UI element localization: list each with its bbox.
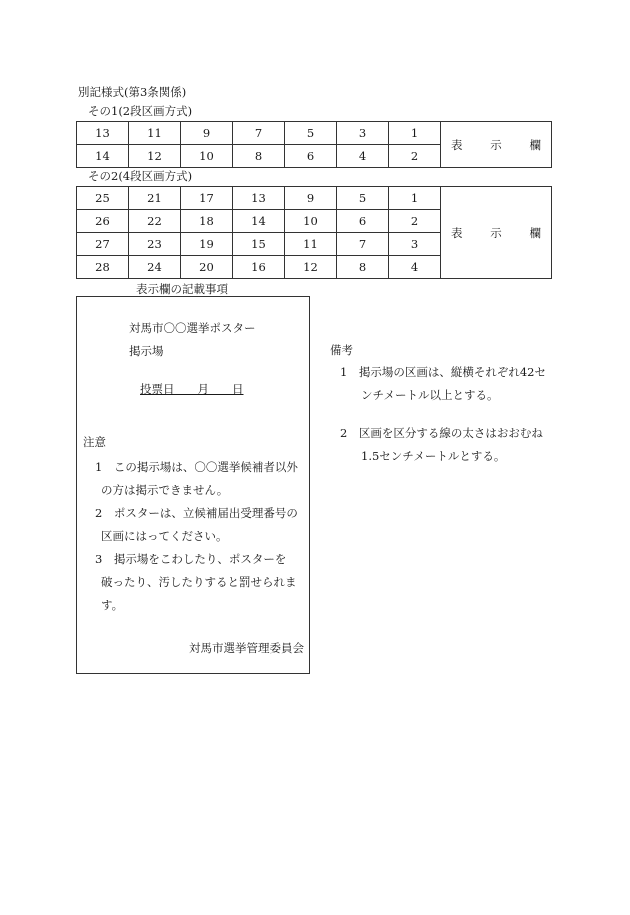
cell: 13 <box>77 122 129 145</box>
label-char: 欄 <box>529 137 541 152</box>
cell: 28 <box>77 256 129 279</box>
remarks-item2-line2: 1.5センチメートルとする。 <box>361 449 506 463</box>
caution3-line3: す。 <box>101 598 124 612</box>
cell: 19 <box>181 233 233 256</box>
cell: 5 <box>285 122 337 145</box>
remarks-item1-line1: 1 掲示場の区画は、縦横それぞれ42セ <box>340 365 546 379</box>
cell: 12 <box>129 145 181 168</box>
vote-day: 投票日 月 日 <box>140 382 244 396</box>
cell: 6 <box>337 210 389 233</box>
table-row <box>77 122 552 145</box>
cell: 7 <box>233 122 285 145</box>
notice-title-line1: 対馬市〇〇選挙ポスター <box>129 321 256 335</box>
cell: 14 <box>233 210 285 233</box>
caution-heading: 注意 <box>83 435 106 449</box>
form-title: 別記様式(第3条関係) <box>78 85 187 99</box>
cell: 22 <box>129 210 181 233</box>
cell: 4 <box>337 145 389 168</box>
remarks-item1-line2: ンチメートル以上とする。 <box>361 388 499 402</box>
cell: 24 <box>129 256 181 279</box>
caution3-line1: 3 掲示場をこわしたり、ポスターを <box>95 552 287 566</box>
label-char: 表 <box>451 225 463 240</box>
label-char: 示 <box>490 225 502 240</box>
cell: 1 <box>389 122 441 145</box>
label-char: 示 <box>490 137 502 152</box>
cell: 8 <box>233 145 285 168</box>
label-char: 表 <box>451 137 463 152</box>
notice-caption: 表示欄の記載事項 <box>136 282 228 296</box>
cell: 18 <box>181 210 233 233</box>
cell: 25 <box>77 187 129 210</box>
issuer: 対馬市選挙管理委員会 <box>189 641 304 655</box>
cell: 4 <box>389 256 441 279</box>
cell: 9 <box>285 187 337 210</box>
cell: 14 <box>77 145 129 168</box>
cell: 8 <box>337 256 389 279</box>
cell: 11 <box>129 122 181 145</box>
cell: 12 <box>285 256 337 279</box>
remarks-heading: 備考 <box>330 343 353 357</box>
caution2-line1: 2 ポスターは、立候補届出受理番号の <box>95 506 298 520</box>
table-row <box>77 187 552 210</box>
cell: 7 <box>337 233 389 256</box>
cell: 9 <box>181 122 233 145</box>
cell: 23 <box>129 233 181 256</box>
display-column-label <box>441 122 552 168</box>
cell: 26 <box>77 210 129 233</box>
caution1-line1: 1 この掲示場は、〇〇選挙候補者以外 <box>95 460 298 474</box>
notice-panel <box>76 296 310 674</box>
notice-title-line2: 掲示場 <box>129 344 164 358</box>
cell: 2 <box>389 145 441 168</box>
table-4-tier <box>76 186 552 279</box>
cell: 15 <box>233 233 285 256</box>
cell: 11 <box>285 233 337 256</box>
cell: 10 <box>285 210 337 233</box>
cell: 21 <box>129 187 181 210</box>
caution1-line2: の方は掲示できません。 <box>101 483 229 497</box>
caution2-line2: 区画にはってください。 <box>101 529 228 543</box>
label-char: 欄 <box>529 225 541 240</box>
cell: 3 <box>389 233 441 256</box>
cell: 6 <box>285 145 337 168</box>
display-column-label <box>441 187 552 279</box>
cell: 16 <box>233 256 285 279</box>
cell: 1 <box>389 187 441 210</box>
cell: 20 <box>181 256 233 279</box>
table-2-tier <box>76 121 552 168</box>
section2-title: その2(4段区画方式) <box>88 169 193 183</box>
cell: 27 <box>77 233 129 256</box>
cell: 3 <box>337 122 389 145</box>
cell: 2 <box>389 210 441 233</box>
section1-title: その1(2段区画方式) <box>88 104 193 118</box>
cell: 13 <box>233 187 285 210</box>
cell: 10 <box>181 145 233 168</box>
remarks-item2-line1: 2 区画を区分する線の太さはおおむね <box>340 426 543 440</box>
caution3-line2: 破ったり、汚したりすると罰せられま <box>101 575 297 589</box>
cell: 17 <box>181 187 233 210</box>
cell: 5 <box>337 187 389 210</box>
